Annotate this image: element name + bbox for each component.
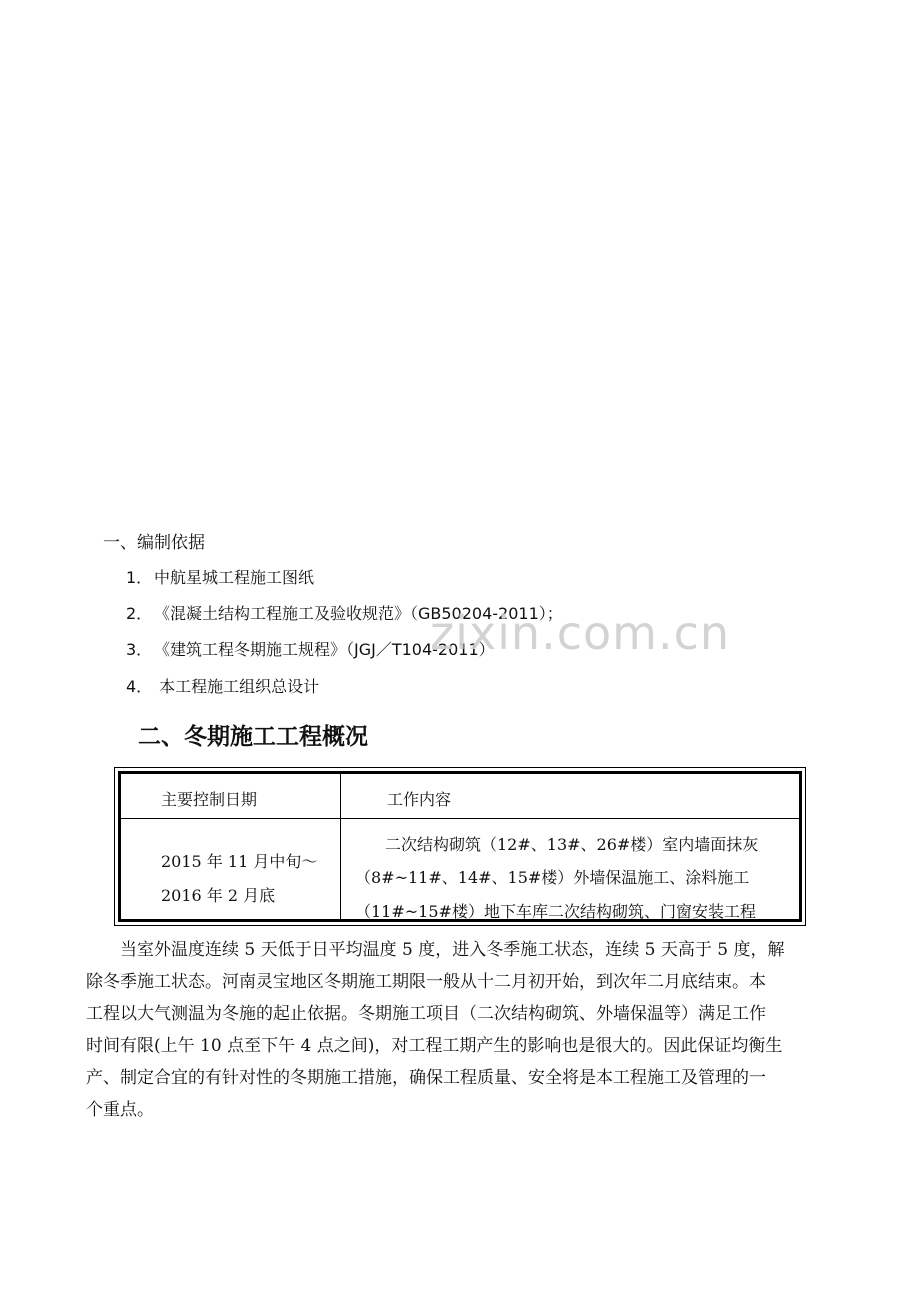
item-text: 《建筑工程冬期施工规程》（JGJ／T104-2011） [154, 640, 495, 659]
item-text: 《混凝土结构工程施工及验收规范》（GB50204-2011）； [154, 604, 563, 623]
header-work-content: 工作内容 [387, 790, 452, 809]
header-control-date: 主要控制日期 [161, 790, 258, 809]
section-heading-overview: 二、冬期施工工程概况 [138, 724, 368, 750]
row-divider [121, 818, 799, 819]
basis-item [126, 674, 319, 697]
paragraph-line: 时间有限(上午 10 点至下午 4 点之间)，对工程工期产生的影响也是很大的。因此保证均衡生 [86, 1036, 783, 1056]
item-text: 中航星城工程施工图纸 [154, 568, 315, 587]
schedule-table [114, 767, 806, 926]
watermark: zixin.com.cn [430, 606, 731, 660]
date-cell-line: 2015 年 11 月中旬～ [161, 852, 318, 871]
date-cell-line: 2016 年 2 月底 [161, 886, 276, 905]
paragraph-line: 个重点。 [86, 1100, 154, 1120]
body-paragraph [86, 934, 838, 1126]
paragraph-line: 产、制定合宜的有针对性的冬期施工措施，确保工程质量、安全将是本工程施工及管理的一 [86, 1068, 766, 1088]
item-number: 3． [126, 640, 153, 659]
work-cell-line: （11#~15#楼）地下车库二次结构砌筑、门窗安装工程 [355, 902, 756, 921]
schedule-table-inner [118, 771, 802, 922]
paragraph-line: 工程以大气测温为冬施的起止依据。冬期施工项目（二次结构砌筑、外墙保温等）满足工作 [86, 1004, 766, 1024]
basis-item [126, 565, 314, 588]
item-number: 2． [126, 604, 153, 623]
work-cell-line: 二次结构砌筑（12#、13#、26#楼）室内墙面抹灰 [385, 835, 759, 854]
column-divider [340, 774, 341, 919]
item-text: 本工程施工组织总设计 [154, 677, 320, 696]
item-number: 4． [126, 677, 153, 696]
paragraph-line: 除冬季施工状态。河南灵宝地区冬期施工期限一般从十二月初开始，到次年二月底结束。本 [86, 972, 766, 992]
work-cell-line: （8#~11#、14#、15#楼）外墙保温施工、涂料施工 [355, 868, 750, 887]
paragraph-line: 当室外温度连续 5 天低于日平均温度 5 度，进入冬季施工状态，连续 5 天高于 5 度，解 [120, 940, 785, 960]
section-heading-basis: 一、编制依据 [103, 533, 205, 553]
item-number: 1． [126, 568, 153, 587]
